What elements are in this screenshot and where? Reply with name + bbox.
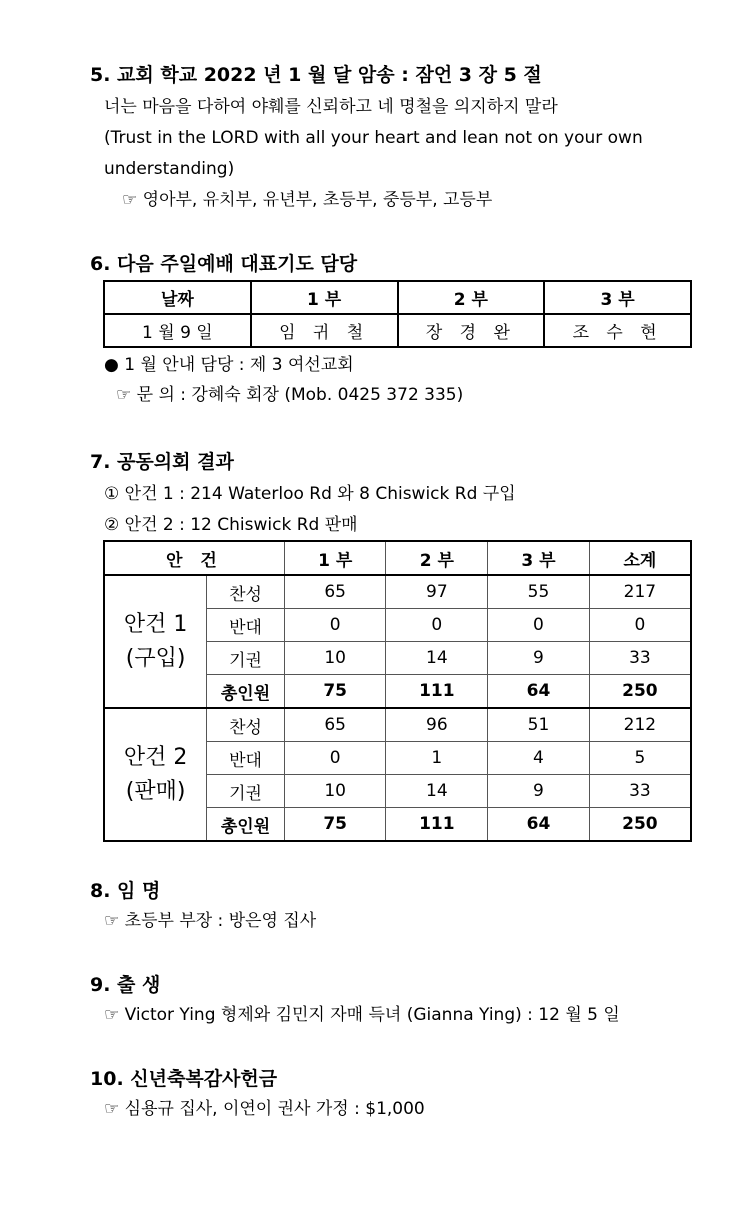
cell-value: 14 xyxy=(386,642,488,675)
cell-value: 97 xyxy=(386,575,488,609)
appointment-line: ☞ 초등부 부장 : 방은영 집사 xyxy=(104,911,317,931)
cell-value: 250 xyxy=(589,675,691,709)
cell-value: 0 xyxy=(488,609,590,642)
header-subtotal: 소계 xyxy=(589,541,691,575)
cell-value: 0 xyxy=(589,609,691,642)
row-label: 총인원 xyxy=(207,675,285,709)
cell-value: 0 xyxy=(284,609,386,642)
cell-value: 111 xyxy=(386,675,488,709)
row-label: 찬성 xyxy=(207,708,285,742)
agenda-1-subtitle: (구입) xyxy=(125,645,186,671)
cell-value: 96 xyxy=(386,708,488,742)
birth-line: ☞ Victor Ying 형제와 김민지 자매 득녀 (Gianna Ying) : 12 월 5 일 xyxy=(104,1005,620,1025)
cell-value: 0 xyxy=(284,742,386,775)
table-header-row xyxy=(104,541,691,575)
agenda-2-title: 안건 2 xyxy=(123,744,188,770)
section-6 xyxy=(90,251,695,277)
cell-value: 65 xyxy=(284,575,386,609)
row-label: 기권 xyxy=(207,642,285,675)
section-6-heading: 6. 다음 주일예배 대표기도 담당 xyxy=(90,253,358,275)
cell-value: 64 xyxy=(488,808,590,842)
section-9-heading: 9. 출 생 xyxy=(90,974,161,996)
section-8 xyxy=(90,878,695,937)
offering-line: ☞ 심용규 집사, 이연이 권사 가정 : $1,000 xyxy=(104,1099,425,1119)
cell-value: 33 xyxy=(589,642,691,675)
section-7-heading: 7. 공동의회 결과 xyxy=(90,451,234,473)
cell-value: 9 xyxy=(488,775,590,808)
cell-value: 212 xyxy=(589,708,691,742)
section-6-notes xyxy=(90,350,695,411)
section-5 xyxy=(90,62,695,216)
section-7 xyxy=(90,449,695,541)
row-label: 총인원 xyxy=(207,808,285,842)
cell-value: 9 xyxy=(488,642,590,675)
section-5-heading: 5. 교회 학교 2022 년 1 월 달 암송 : 잠언 3 장 5 절 xyxy=(90,64,542,86)
cell-value: 1 xyxy=(386,742,488,775)
verse-korean: 너는 마음을 다하여 야훼를 신뢰하고 네 명철을 의지하지 말라 xyxy=(104,97,558,117)
cell-value: 14 xyxy=(386,775,488,808)
cell-service-3: 조 수 현 xyxy=(544,314,691,347)
cell-value: 5 xyxy=(589,742,691,775)
cell-value: 111 xyxy=(386,808,488,842)
row-label: 기권 xyxy=(207,775,285,808)
cell-value: 51 xyxy=(488,708,590,742)
cell-service-1: 임 귀 철 xyxy=(251,314,398,347)
agenda-2-label xyxy=(104,708,207,841)
agenda-1-label xyxy=(104,575,207,708)
header-service-1: 1 부 xyxy=(284,541,386,575)
cell-value: 55 xyxy=(488,575,590,609)
row-label: 찬성 xyxy=(207,575,285,609)
row-label: 반대 xyxy=(207,742,285,775)
header-agenda: 안 건 xyxy=(104,541,284,575)
table-header-row xyxy=(104,281,691,314)
table-row xyxy=(104,314,691,347)
cell-service-2: 장 경 완 xyxy=(398,314,545,347)
cell-date: 1 월 9 일 xyxy=(104,314,251,347)
cell-value: 75 xyxy=(284,675,386,709)
header-service-3: 3 부 xyxy=(488,541,590,575)
vote-results-table xyxy=(103,540,692,842)
agenda-1-title: 안건 1 xyxy=(123,611,188,637)
cell-value: 33 xyxy=(589,775,691,808)
agenda-2-subtitle: (판매) xyxy=(125,778,186,804)
cell-value: 10 xyxy=(284,642,386,675)
table-row xyxy=(104,708,691,742)
row-label: 반대 xyxy=(207,609,285,642)
section-8-heading: 8. 임 명 xyxy=(90,880,161,902)
contact-note: ☞ 문 의 : 강혜숙 회장 (Mob. 0425 372 335) xyxy=(116,385,464,405)
cell-value: 65 xyxy=(284,708,386,742)
header-service-3: 3 부 xyxy=(544,281,691,314)
agenda-item-1: ① 안건 1 : 214 Waterloo Rd 와 8 Chiswick Rd 구입 xyxy=(104,484,516,504)
agenda-item-2: ② 안건 2 : 12 Chiswick Rd 판매 xyxy=(104,515,358,535)
cell-value: 217 xyxy=(589,575,691,609)
header-service-2: 2 부 xyxy=(386,541,488,575)
table-row xyxy=(104,575,691,609)
usher-note: ● 1 월 안내 담당 : 제 3 여선교회 xyxy=(104,355,354,375)
section-9 xyxy=(90,972,695,1031)
header-date: 날짜 xyxy=(104,281,251,314)
prayer-schedule-table xyxy=(103,280,692,348)
verse-english: (Trust in the LORD with all your heart and lean not on your own understanding) xyxy=(104,128,643,179)
cell-value: 4 xyxy=(488,742,590,775)
cell-value: 64 xyxy=(488,675,590,709)
header-service-2: 2 부 xyxy=(398,281,545,314)
section-10 xyxy=(90,1066,695,1125)
departments-note: ☞ 영아부, 유치부, 유년부, 초등부, 중등부, 고등부 xyxy=(122,190,493,210)
cell-value: 250 xyxy=(589,808,691,842)
cell-value: 0 xyxy=(386,609,488,642)
section-10-heading: 10. 신년축복감사헌금 xyxy=(90,1068,278,1090)
header-service-1: 1 부 xyxy=(251,281,398,314)
cell-value: 75 xyxy=(284,808,386,842)
cell-value: 10 xyxy=(284,775,386,808)
